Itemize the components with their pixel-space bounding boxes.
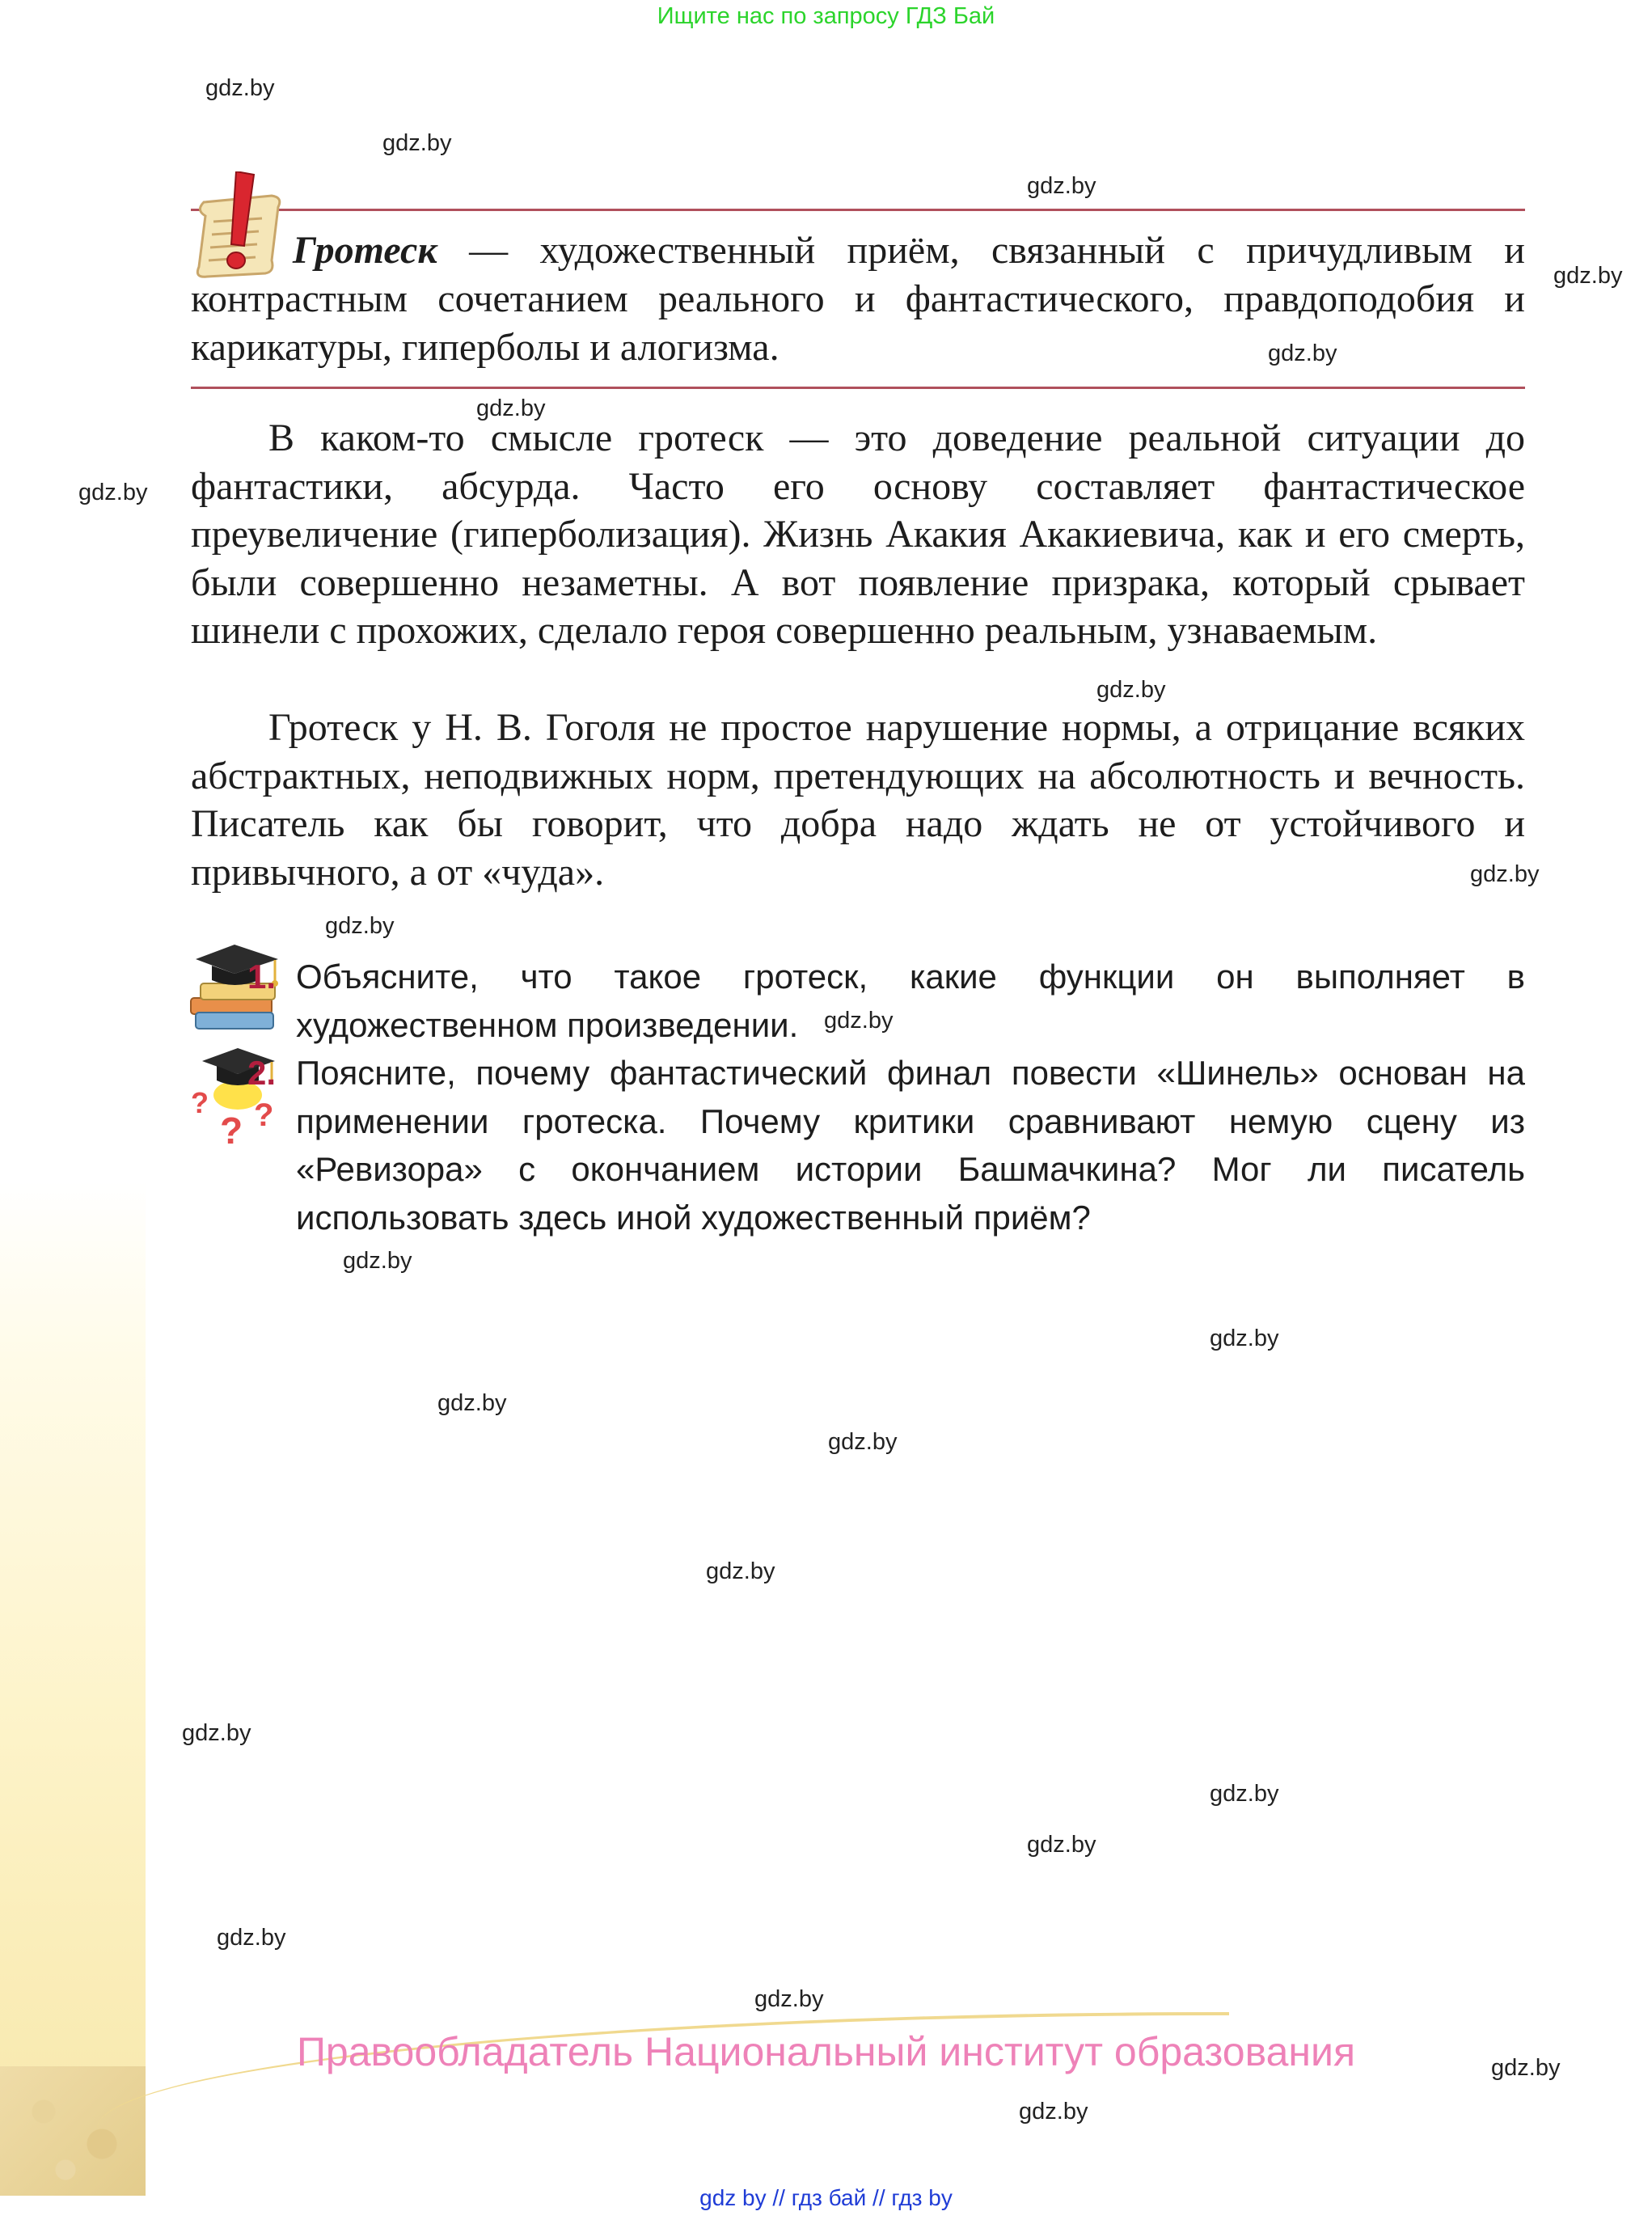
watermark: gdz.by — [205, 75, 275, 101]
definition-text: — художественный приём, связанный с причудливым и контрастным сочетанием реального и фантастического, правдоподобия и карикатуры, гиперболы и алогизма. — [191, 229, 1525, 369]
definition-bottom-rule — [191, 387, 1525, 389]
watermark: gdz.by — [476, 395, 546, 421]
body-paragraph-2: Гротеск у Н. В. Гоголя не простое нарушение нормы, а отрицание всяких абстрактных, неподвижных норм, претендующих на абсолютность и вечность. Писатель как бы говорит, что добра надо ждать не от устойчивого и привычного, а от «чуда». — [191, 706, 1525, 894]
watermark: gdz.by — [343, 1248, 412, 1274]
definition-term: Гротеск — [293, 229, 437, 272]
svg-text:?: ? — [220, 1110, 243, 1148]
question-2 — [247, 1049, 1525, 1241]
definition-top-rule — [191, 209, 1525, 211]
watermark: gdz.by — [1027, 173, 1096, 199]
footer-links[interactable]: gdz by // гдз бай // гдз by — [699, 2185, 953, 2210]
watermark: gdz.by — [1470, 861, 1540, 887]
watermark: gdz.by — [824, 1008, 894, 1034]
watermark: gdz.by — [217, 1925, 286, 1951]
question-1-text: Объясните, что такое гротеск, какие функции он выполняет в художественном произведении. — [296, 958, 1525, 1044]
watermark: gdz.by — [382, 130, 452, 156]
watermark: gdz.by — [828, 1429, 898, 1455]
watermark: gdz.by — [325, 913, 395, 939]
svg-text:?: ? — [254, 1097, 274, 1133]
question-2-text: Поясните, почему фантастический финал повести «Шинель» основан на применении гротеска. Почему критики сравнивают немую сцену из «Ревизора» с окончанием истории Башмачкина? Мог ли писатель использовать здесь иной художественный приём? — [296, 1054, 1525, 1237]
watermark: gdz.by — [1096, 677, 1166, 703]
question-1-number: 1. — [247, 958, 277, 996]
question-2-number: 2. — [247, 1054, 277, 1092]
watermark: gdz.by — [182, 1720, 251, 1746]
watermark: gdz.by — [1027, 1832, 1096, 1858]
watermark: gdz.by — [1553, 263, 1623, 289]
watermark: gdz.by — [754, 1986, 824, 2012]
svg-text:?: ? — [191, 1086, 209, 1119]
copyright-notice: Правообладатель Национальный институт образования — [296, 2029, 1356, 2074]
watermark: gdz.by — [1268, 340, 1337, 366]
search-hint[interactable]: Ищите нас по запросу ГДЗ Бай — [657, 3, 995, 29]
decorative-texture — [0, 2066, 146, 2196]
question-1 — [247, 953, 1525, 1049]
body-paragraph-1: В каком-то смысле гротеск — это доведение реальной ситуации до фантастики, абсурда. Часто его основу составляет фантастическое преувеличение (гиперболизация). Жизнь Акакия Акакиевича, как и его смерть, были совершенно незаметны. А вот появление призрака, который срывает шинели с прохожих, сделало героя совершенно реальным, узнаваемым. — [191, 416, 1525, 652]
watermark: gdz.by — [1210, 1326, 1279, 1351]
watermark: gdz.by — [437, 1390, 507, 1416]
watermark: gdz.by — [78, 480, 148, 505]
watermark: gdz.by — [1210, 1781, 1279, 1807]
watermark: gdz.by — [1019, 2099, 1088, 2125]
watermark: gdz.by — [1491, 2055, 1561, 2081]
watermark: gdz.by — [706, 1558, 775, 1584]
